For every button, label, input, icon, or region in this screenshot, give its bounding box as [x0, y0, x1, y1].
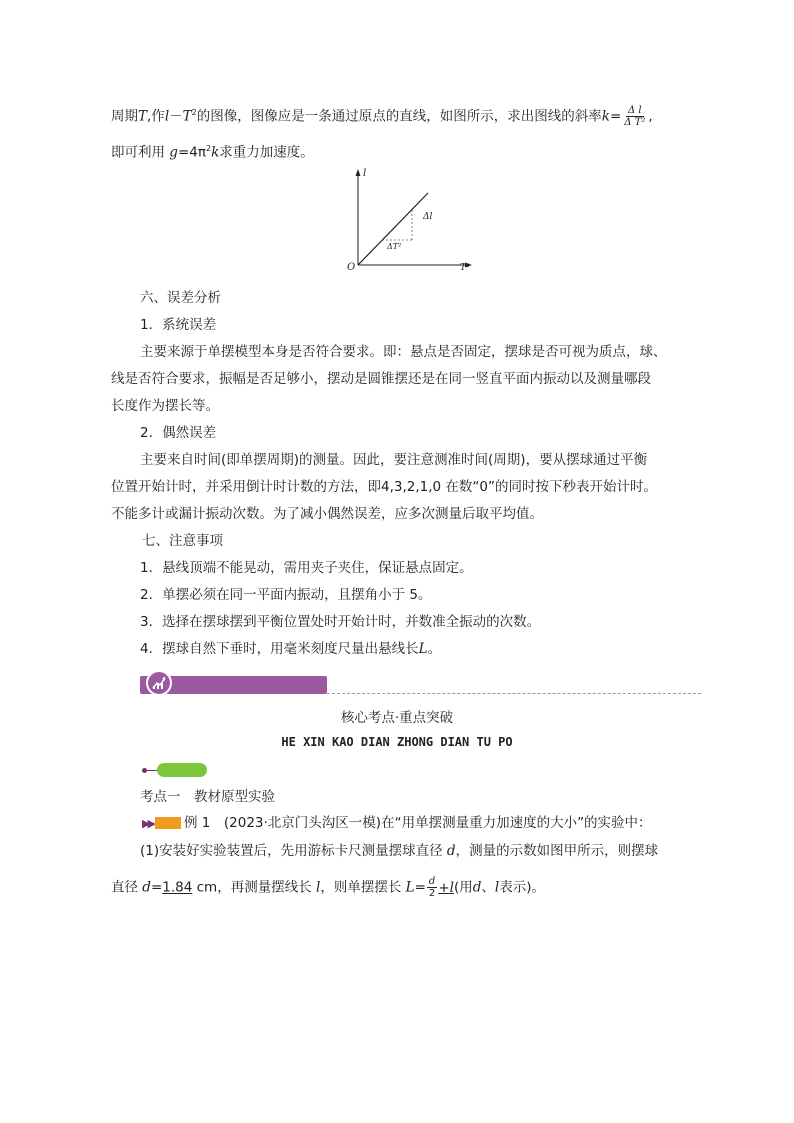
- sec6-p1-line1: 主要来源于单摆模型本身是否符合要求。即：悬点是否固定，摆球是否可视为质点，球、: [140, 344, 667, 360]
- core-title: 核心考点·重点突破: [340, 710, 454, 726]
- graph-dt-label: ΔT²: [387, 242, 402, 251]
- divider: [327, 693, 701, 694]
- subsection-tag: [157, 763, 207, 777]
- graph-dl-label: Δl: [423, 212, 433, 222]
- sec7-item-2: 2．单摆必须在同一平面内振动，且摆角小于 5。: [140, 587, 432, 603]
- sec6-sub1: 1．系统误差: [140, 317, 217, 333]
- sec7-title: 七、注意事项: [142, 533, 223, 549]
- sec6-sub2: 2．偶然误差: [140, 425, 217, 441]
- l-t2-graph: [340, 165, 480, 277]
- question-1-line-2: 直径 d=1.84 cm，再测量摆线长 l，则单摆摆长 L= $\frac{d}{2}$ +l(用d、l表示)。: [111, 876, 545, 899]
- sec6-p2-line2: 位置开始计时，并采用倒计时计数的方法，即4,3,2,1,0 在数“0”的同时按下秒表开始计时。: [111, 479, 657, 495]
- question-1-line-1: (1)安装好实验装置后，先用游标卡尺测量摆球直径 d，测量的示数如图甲所示，则摆球: [140, 843, 659, 859]
- intro-line-1: 周期T,作$l-T^2$的图像，图像应是一条通过原点的直线，如图所示，求出图线的斜率k= $\frac{\text{Δ l}}{\text{Δ T²}}$ ,: [111, 105, 653, 128]
- double-arrow-icon: ▶▶: [142, 817, 153, 830]
- example-line: 例 1 (2023·北京门头沟区一模)在“用单摆测量重力加速度的大小”的实验中：: [184, 815, 652, 831]
- graph-y-label: l: [363, 168, 367, 179]
- sec6-p1-line3: 长度作为摆长等。: [111, 398, 219, 414]
- sec7-item-3: 3．选择在摆球摆到平衡位置处时开始计时，并数准全振动的次数。: [140, 614, 541, 630]
- intro-line-2: 即可利用 $g=4\pi^2k$求重力加速度。: [111, 144, 314, 161]
- graph-x-label: T²: [460, 263, 470, 273]
- sec7-item-4: 4．摆球自然下垂时，用毫米刻度尺量出悬线长L。: [140, 641, 442, 657]
- example-tag: [155, 817, 181, 829]
- sec6-p1-line2: 线是否符合要求，振幅是否足够小，摆动是圆锥摆还是在同一竖直平面内振动以及测量哪段: [111, 371, 651, 387]
- slope-fraction: $\frac{\text{Δ l}}{\text{Δ T²}}$: [624, 105, 646, 128]
- sec6-p2-line1: 主要来自时间(即单摆周期)的测量。因此，要注意测准时间(周期)，要从摆球通过平衡: [140, 452, 648, 468]
- sec6-p2-line3: 不能多计或漏计振动次数。为了减小偶然误差，应多次测量后取平均值。: [111, 506, 543, 522]
- core-pinyin: HE XIN KAO DIAN ZHONG DIAN TU PO: [281, 735, 513, 749]
- graph-origin: O: [347, 262, 356, 273]
- kaodian-title: 考点一 教材原型实验: [140, 789, 275, 805]
- sec7-item-1: 1．悬线顶端不能晃动，需用夹子夹住，保证悬点固定。: [140, 560, 473, 576]
- chart-growth-icon: [146, 670, 172, 696]
- sec6-title: 六、误差分析: [140, 290, 221, 306]
- answer-diameter: 1.84: [162, 879, 193, 896]
- answer-length: $\frac{d}{2}$ +l: [428, 876, 454, 899]
